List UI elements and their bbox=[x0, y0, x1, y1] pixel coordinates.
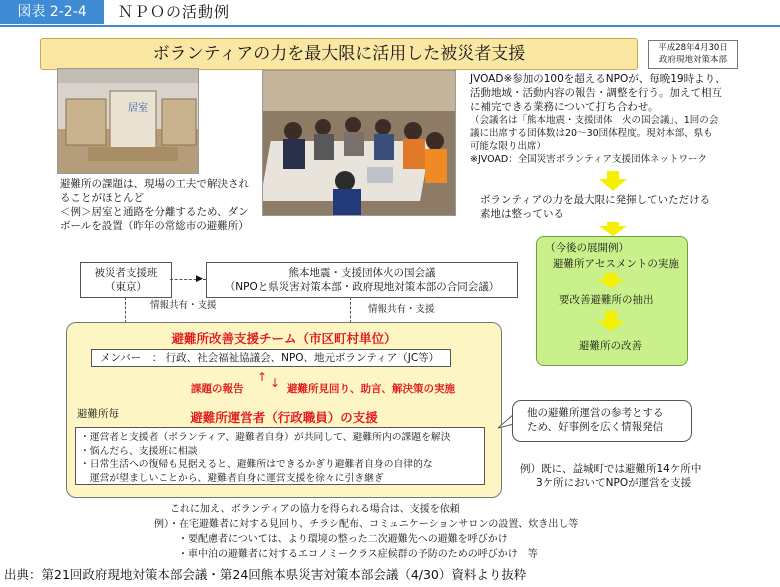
meeting-illustration bbox=[263, 71, 455, 215]
figure-label: 図表 2-2-4 bbox=[0, 0, 104, 24]
team-title: 避難所改善支援チーム（市区町村単位） bbox=[171, 331, 397, 346]
support-team-line: （東京） bbox=[105, 281, 147, 293]
jvoad-line: 活動地域・活動内容の報告・調整を行う。加えて相互 bbox=[470, 87, 722, 99]
left-caption-line: ボールを設置（昨年の常総市の避難所） bbox=[60, 220, 249, 232]
additional-support-text bbox=[154, 502, 674, 562]
future-step: 要改善避難所の抽出 bbox=[559, 294, 654, 306]
info-share-label: 情報共有・支援 bbox=[150, 300, 217, 311]
additional-line: ・要配慮者については、より環境の整った二次避難先への避難を呼びかけ bbox=[178, 534, 508, 545]
date-line: 平成28年4月30日 bbox=[658, 43, 728, 53]
member-label: メンバー ： bbox=[100, 352, 163, 364]
flow-arrow-down bbox=[597, 311, 625, 331]
jvoad-line: JVOAD※参加の100を超えるNPOが、毎晩19時より、 bbox=[470, 73, 726, 85]
member-list: 行政、社会福祉協議会、NPO、地元ボランティア（JC等） bbox=[165, 352, 440, 364]
date-box bbox=[648, 40, 738, 69]
flow-arrow-down bbox=[597, 273, 625, 288]
foundation-text bbox=[480, 193, 740, 221]
left-caption-line: ＜例＞居室と通路を分離するため、ダン bbox=[60, 206, 249, 218]
additional-line: これに加え、ボランティアの協力を得られる場合は、支援を依頼 bbox=[170, 504, 460, 515]
office-line: 政府現地対策本部 bbox=[658, 55, 727, 65]
main-title: ボランティアの力を最大限に活用した被災者支援 bbox=[40, 38, 638, 70]
conference-line: 熊本地震・支援団体火の国会議 bbox=[288, 267, 436, 279]
arrow-down-icon: ↓ bbox=[270, 376, 281, 390]
operator-support-details bbox=[75, 427, 485, 485]
future-step: 避難所の改善 bbox=[579, 340, 642, 352]
jvoad-line: に補完できる業務について打ち合わせ。 bbox=[470, 101, 659, 113]
dashed-connector bbox=[125, 297, 126, 323]
operator-support-title: 避難所運営者（行政職員）の支援 bbox=[190, 410, 378, 425]
future-development-box bbox=[536, 236, 688, 366]
foundation-line: 素地は整っている bbox=[480, 208, 564, 220]
conference-box bbox=[206, 262, 518, 298]
header-divider bbox=[0, 25, 780, 27]
jvoad-note: 議に出席する団体数は20～30団体程度。現対本部、県も bbox=[470, 128, 713, 139]
shelter-partition-photo bbox=[57, 68, 199, 174]
callout-line: 他の避難所運営の参考とする bbox=[527, 407, 664, 419]
additional-line: 例）・在宅避難者に対する見回り、チラシ配布、コミュニケーションサロンの設置、炊き出し等 bbox=[154, 519, 579, 530]
example-line: 3ケ所においてNPOが運営を支援 bbox=[536, 477, 692, 489]
left-caption-line: ることがほとんど bbox=[60, 192, 144, 204]
future-step: 避難所アセスメントの実施 bbox=[553, 258, 679, 270]
member-box bbox=[91, 349, 451, 367]
meeting-photo bbox=[262, 70, 456, 216]
cardboard-sign: 居室 bbox=[128, 103, 148, 114]
patrol-label: 避難所見回り、助言、解決策の実施 bbox=[287, 383, 455, 395]
arrowhead-right-icon: ▶ bbox=[196, 274, 203, 284]
dashed-connector bbox=[350, 297, 351, 323]
jvoad-description bbox=[470, 72, 760, 166]
foundation-line: ボランティアの力を最大限に発揮していただける bbox=[480, 194, 711, 206]
callout-line: ため、好事例を広く情報発信 bbox=[527, 421, 664, 433]
operator-bullet: ・日常生活への復帰も見据えると、避難所はできるかぎり避難者自身の自律的な bbox=[80, 459, 433, 470]
jvoad-footnote: ※JVOAD：全国災害ボランティア支援団体ネットワーク bbox=[470, 154, 707, 165]
operator-bullet: ・悩んだら、支援班に相談 bbox=[80, 445, 198, 457]
example-line: 例）既に、益城町では避難所14ケ所中 bbox=[520, 463, 702, 475]
figure-title: ＮＰＯの活動例 bbox=[118, 3, 231, 21]
left-caption bbox=[60, 177, 260, 233]
info-share-label: 情報共有・支援 bbox=[368, 304, 435, 315]
flow-arrow-down bbox=[599, 171, 627, 191]
flow-arrow-down bbox=[599, 222, 627, 236]
additional-line: ・車中泊の避難者に対するエコノミークラス症候群の予防のための呼びかけ 等 bbox=[178, 549, 538, 560]
good-practice-callout bbox=[512, 400, 692, 442]
arrow-up-icon: ↑ bbox=[257, 370, 268, 384]
jvoad-note: （会議名は「熊本地震・支援団体 火の国会議」、1回の会 bbox=[470, 115, 719, 126]
left-caption-line: 避難所の課題は、現場の工夫で解決され bbox=[60, 178, 249, 190]
disaster-support-team-box bbox=[80, 262, 172, 298]
header-bar bbox=[0, 0, 780, 26]
report-label: 課題の報告 bbox=[191, 383, 244, 395]
jvoad-note: 可能な限り出席） bbox=[470, 141, 547, 152]
per-shelter-label: 避難所毎 bbox=[77, 408, 119, 420]
conference-line: （NPOと県災害対策本部・政府現地対策本部の合同会議） bbox=[224, 281, 500, 293]
support-team-line: 被災者支援班 bbox=[94, 267, 158, 279]
future-heading: （今後の展開例） bbox=[545, 242, 629, 254]
operator-bullet: ・運営者と支援者（ボランティア、避難者自身）が共同して、避難所内の課題を解決 bbox=[80, 432, 451, 443]
source-citation: 出典：第21回政府現地対策本部会議・第24回熊本県災害対策本部会議（4/30）資料より抜粋 bbox=[4, 567, 527, 582]
shelter-improvement-team-box bbox=[66, 322, 502, 498]
cardboard-partition-illustration bbox=[58, 69, 198, 173]
operator-bullet: 運営が望ましいことから、避難者自身に運営支援を徐々に引き継ぎ bbox=[80, 472, 384, 484]
example-text bbox=[520, 462, 720, 490]
